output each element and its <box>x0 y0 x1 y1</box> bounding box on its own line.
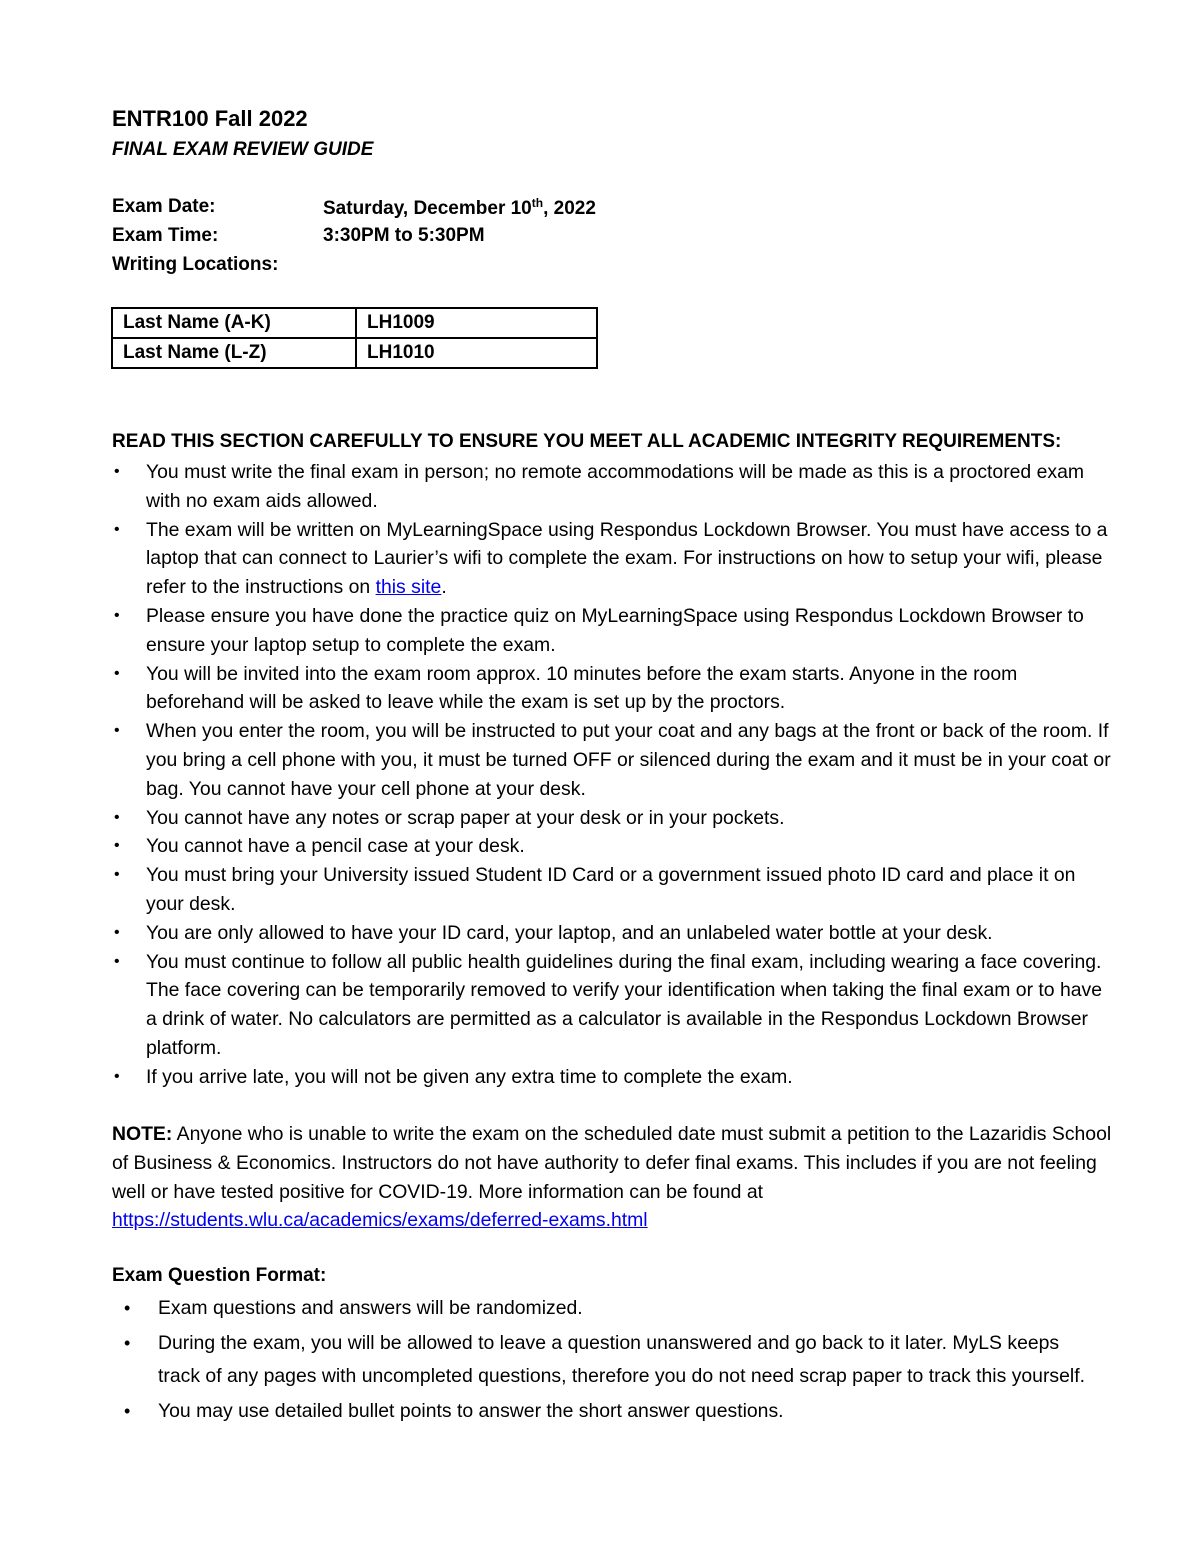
bullet-icon: • <box>114 952 120 970</box>
list-item: • Please ensure you have done the practice quiz on MyLearningSpace using Respondus Lockdown Browser to ensure your laptop setup to complete the exam. <box>112 602 1112 660</box>
table-cell-room: LH1010 <box>356 338 597 368</box>
document-title: ENTR100 Fall 2022 <box>112 106 308 131</box>
list-item: • You must bring your University issued Student ID Card or a government issued photo ID card and place it on your desk. <box>112 861 1112 919</box>
list-item: • During the exam, you will be allowed to leave a question unanswered and go back to it later. MyLS keeps track of any pages with uncompleted questions, therefore you do not need scrap paper to track this yourself. <box>112 1327 1092 1393</box>
table-row <box>112 308 597 338</box>
bullet-icon: • <box>114 808 120 826</box>
list-item: • You cannot have a pencil case at your desk. <box>112 832 1112 861</box>
integrity-list <box>112 458 1112 1092</box>
list-item: • You cannot have any notes or scrap paper at your desk or in your pockets. <box>112 804 1112 833</box>
document-subtitle: FINAL EXAM REVIEW GUIDE <box>112 139 374 160</box>
table-cell-name: Last Name (A-K) <box>112 308 356 338</box>
bullet-icon: • <box>114 606 120 624</box>
locations-table <box>111 307 598 369</box>
note-paragraph: NOTE: Anyone who is unable to write the exam on the scheduled date must submit a petition to the Lazaridis School of Business & Economics. Instructors do not have authority to defer final exams. This includes if you are not feeling well or have tested positive for COVID-19. More information can be found at https://students.wlu.ca/academics/exams/deferred-exams.html <box>112 1123 1112 1232</box>
exam-time-value: 3:30PM to 5:30PM <box>323 225 485 246</box>
exam-date-value: Saturday, December 10th, 2022 <box>323 196 596 219</box>
list-item: • Exam questions and answers will be randomized. <box>112 1292 1092 1325</box>
bullet-icon: • <box>114 923 120 941</box>
list-item: • If you arrive late, you will not be given any extra time to complete the exam. <box>112 1063 1112 1092</box>
bullet-icon: • <box>114 866 120 884</box>
bullet-icon: • <box>114 837 120 855</box>
bullet-icon: • <box>114 463 120 480</box>
list-item: • You must write the final exam in person; no remote accommodations will be made as this is a proctored exam with no exam aids allowed. <box>112 458 1112 516</box>
bullet-icon: • <box>114 664 120 682</box>
format-heading: Exam Question Format: <box>112 1265 327 1286</box>
note-label: NOTE: <box>112 1123 173 1145</box>
list-item: • You may use detailed bullet points to answer the short answer questions. <box>112 1395 1092 1428</box>
list-item: • When you enter the room, you will be instructed to put your coat and any bags at the front or back of the room. If you bring a cell phone with you, it must be turned OFF or silenced during the exam and it must be in your coat or bag. You cannot have your cell phone at your desk. <box>112 717 1112 803</box>
bullet-icon: • <box>124 1298 131 1318</box>
bullet-icon: • <box>114 722 120 740</box>
bullet-icon: • <box>124 1401 131 1421</box>
list-item: • You must continue to follow all public health guidelines during the final exam, including wearing a face covering. The face covering can be temporarily removed to verify your identification when taking the final exam or to have a drink of water. No calculators are permitted as a calculator is available in the Respondus Lockdown Browser platform. <box>112 948 1112 1063</box>
bullet-icon: • <box>114 1067 120 1085</box>
table-row <box>112 338 597 368</box>
list-item: • You are only allowed to have your ID card, your laptop, and an unlabeled water bottle at your desk. <box>112 919 1112 948</box>
this-site-link[interactable]: this site <box>375 576 442 599</box>
bullet-icon: • <box>114 520 120 538</box>
table-cell-room: LH1009 <box>356 308 597 338</box>
bullet-icon: • <box>124 1333 131 1353</box>
deferred-exams-link[interactable]: https://students.wlu.ca/academics/exams/deferred-exams.html <box>112 1209 648 1232</box>
integrity-heading: READ THIS SECTION CAREFULLY TO ENSURE YOU MEET ALL ACADEMIC INTEGRITY REQUIREMENTS: <box>112 431 1062 452</box>
list-item: • The exam will be written on MyLearningSpace using Respondus Lockdown Browser. You must have access to a laptop that can connect to Laurier’s wifi to complete the exam. For instructions on how to setup your wifi, please refer to the instructions on this site. <box>112 516 1112 602</box>
exam-time-label: Exam Time: <box>112 225 219 246</box>
writing-locations-label: Writing Locations: <box>112 254 279 275</box>
format-list <box>112 1292 1092 1430</box>
table-cell-name: Last Name (L-Z) <box>112 338 356 368</box>
list-item: • You will be invited into the exam room approx. 10 minutes before the exam starts. Anyone in the room beforehand will be asked to leave while the exam is set up by the proctors. <box>112 660 1112 718</box>
exam-date-label: Exam Date: <box>112 196 216 217</box>
